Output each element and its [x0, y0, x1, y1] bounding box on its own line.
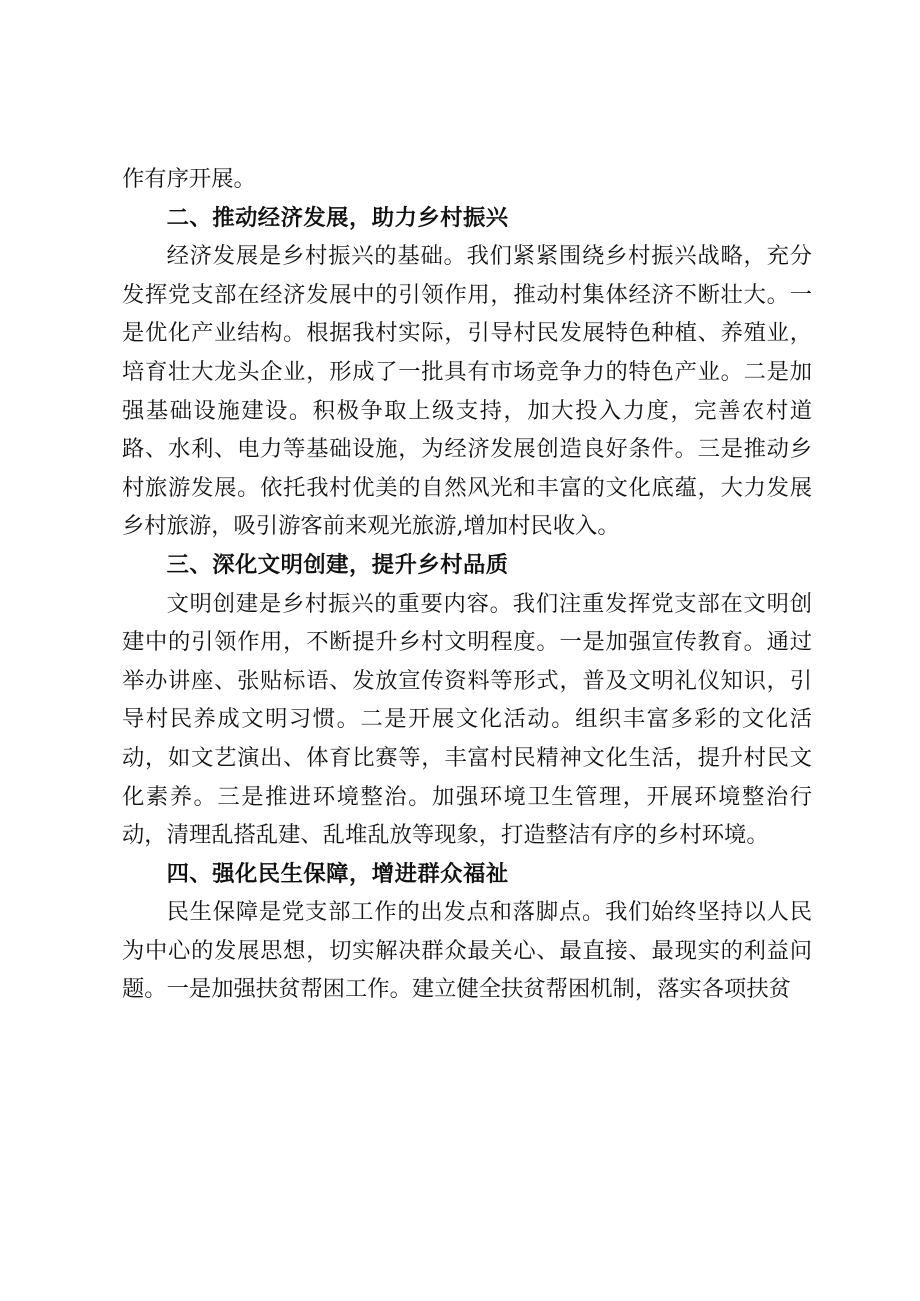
document-page	[122, 160, 812, 1009]
section-heading-economy: 二、推动经济发展，助力乡村振兴	[166, 204, 509, 231]
section-heading-civilization: 三、深化文明创建，提升乡村品质	[166, 551, 509, 578]
section-body-economy: 经济发展是乡村振兴的基础。我们紧紧围绕乡村振兴战略，充分发挥党支部在经济发展中的引领作用，推动村集体经济不断壮大。一是优化产业结构。根据我村实际，引导村民发展特色种植、养殖业，培育壮大龙头企业，形成了一批具有市场竞争力的特色产业。二是加强基础设施建设。积极争取上级支持，加大投入力度，完善农村道路、水利、电力等基础设施，为经济发展创造良好条件。三是推动乡村旅游发展。依托我村优美的自然风光和丰富的文化底蕴，大力发展乡村旅游，吸引游客前来观光旅游,增加村民收入。	[122, 243, 812, 540]
continuation-text: 作有序开展。	[122, 166, 256, 192]
section-body-livelihood: 民生保障是党支部工作的出发点和落脚点。我们始终坚持以人民为中心的发展思想，切实解决群众最关心、最直接、最现实的利益问题。一是加强扶贫帮困工作。建立健全扶贫帮困机制，落实各项扶贫	[122, 899, 812, 1003]
section-heading-livelihood: 四、强化民生保障，增进群众福祉	[166, 860, 509, 887]
section-body-civilization: 文明创建是乡村振兴的重要内容。我们注重发挥党支部在文明创建中的引领作用，不断提升乡村文明程度。一是加强宣传教育。通过举办讲座、张贴标语、发放宣传资料等形式，普及文明礼仪知识，引导村民养成文明习惯。二是开展文化活动。组织丰富多彩的文化活动，如文艺演出、体育比赛等，丰富村民精神文化生活，提升村民文化素养。三是推进环境整治。加强环境卫生管理，开展环境整治行动，清理乱搭乱建、乱堆乱放等现象，打造整洁有序的乡村环境。	[122, 590, 812, 849]
